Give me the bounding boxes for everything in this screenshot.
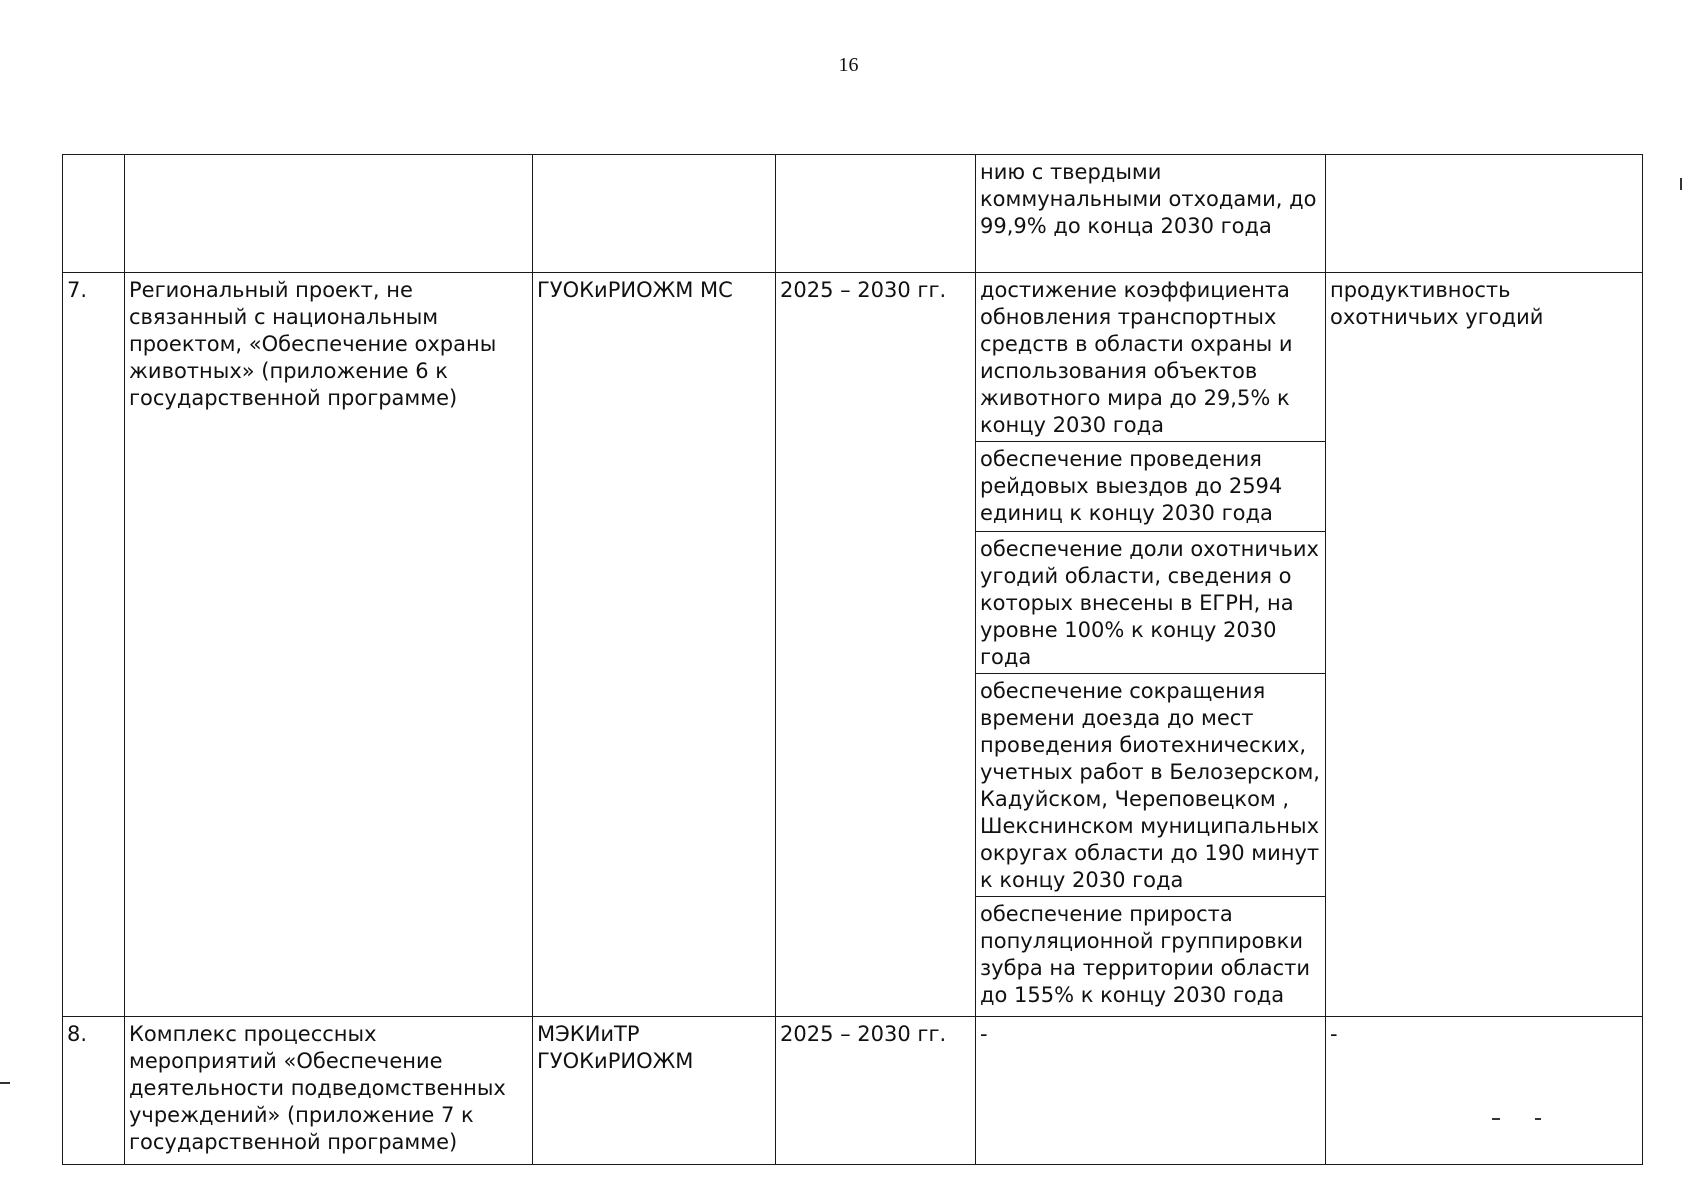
- cell-indicator: -: [976, 1017, 1326, 1165]
- cell-indicator: достижение коэффициента обновления транспортных средств в области охраны и использования объектов животного мира до 29,5% к концу 2030 года: [976, 273, 1326, 442]
- cell-indicator: нию с твердыми коммунальными отходами, до 99,9% до конца 2030 года: [976, 155, 1326, 273]
- scan-artifact-mark: [0, 1082, 10, 1084]
- table-row: [63, 273, 1643, 442]
- cell-indicator: обеспечение сокращения времени доезда до мест проведения биотехнических, учетных работ в Белозерском, Кадуйском, Череповецком , Шекснинском муниципальных округах области до 190 минут к концу 2030 года: [976, 674, 1326, 897]
- table-row: [63, 155, 1643, 273]
- scan-artifact-mark: [1492, 1118, 1500, 1120]
- cell-responsible: [533, 155, 776, 273]
- page-number: 16: [838, 54, 859, 76]
- cell-indicator: обеспечение доли охотничьих угодий области, сведения о которых внесены в ЕГРН, на уровне 100% к концу 2030 года: [976, 532, 1326, 674]
- cell-name: Региональный проект, не связанный с национальным проектом, «Обеспечение охраны животных» (приложение 6 к государственной программе): [125, 273, 533, 1017]
- cell-gp-indicator: продуктивность охотничьих угодий: [1326, 273, 1643, 1017]
- scan-artifact-mark: [1535, 1118, 1541, 1120]
- cell-indicator: обеспечение проведения рейдовых выездов до 2594 единиц к концу 2030 года: [976, 442, 1326, 532]
- scan-artifact-mark: [1680, 178, 1682, 190]
- cell-gp-indicator: [1326, 155, 1643, 273]
- cell-number: 8.: [63, 1017, 125, 1165]
- table-row: [63, 1017, 1643, 1165]
- cell-responsible: ГУОКиРИОЖМ МС: [533, 273, 776, 1017]
- cell-period: 2025 – 2030 гг.: [776, 273, 976, 1017]
- cell-indicator: обеспечение прироста популяционной группировки зубра на территории области до 155% к концу 2030 года: [976, 897, 1326, 1017]
- cell-responsible: МЭКИиТР ГУОКиРИОЖМ: [533, 1017, 776, 1165]
- cell-gp-indicator: -: [1326, 1017, 1643, 1165]
- cell-number: [63, 155, 125, 273]
- program-structure-table: [62, 154, 1643, 1165]
- cell-number: 7.: [63, 273, 125, 1017]
- cell-period: [776, 155, 976, 273]
- cell-name: [125, 155, 533, 273]
- cell-period: 2025 – 2030 гг.: [776, 1017, 976, 1165]
- cell-name: Комплекс процессных мероприятий «Обеспечение деятельности подведомственных учреждений» (приложение 7 к государственной программе): [125, 1017, 533, 1165]
